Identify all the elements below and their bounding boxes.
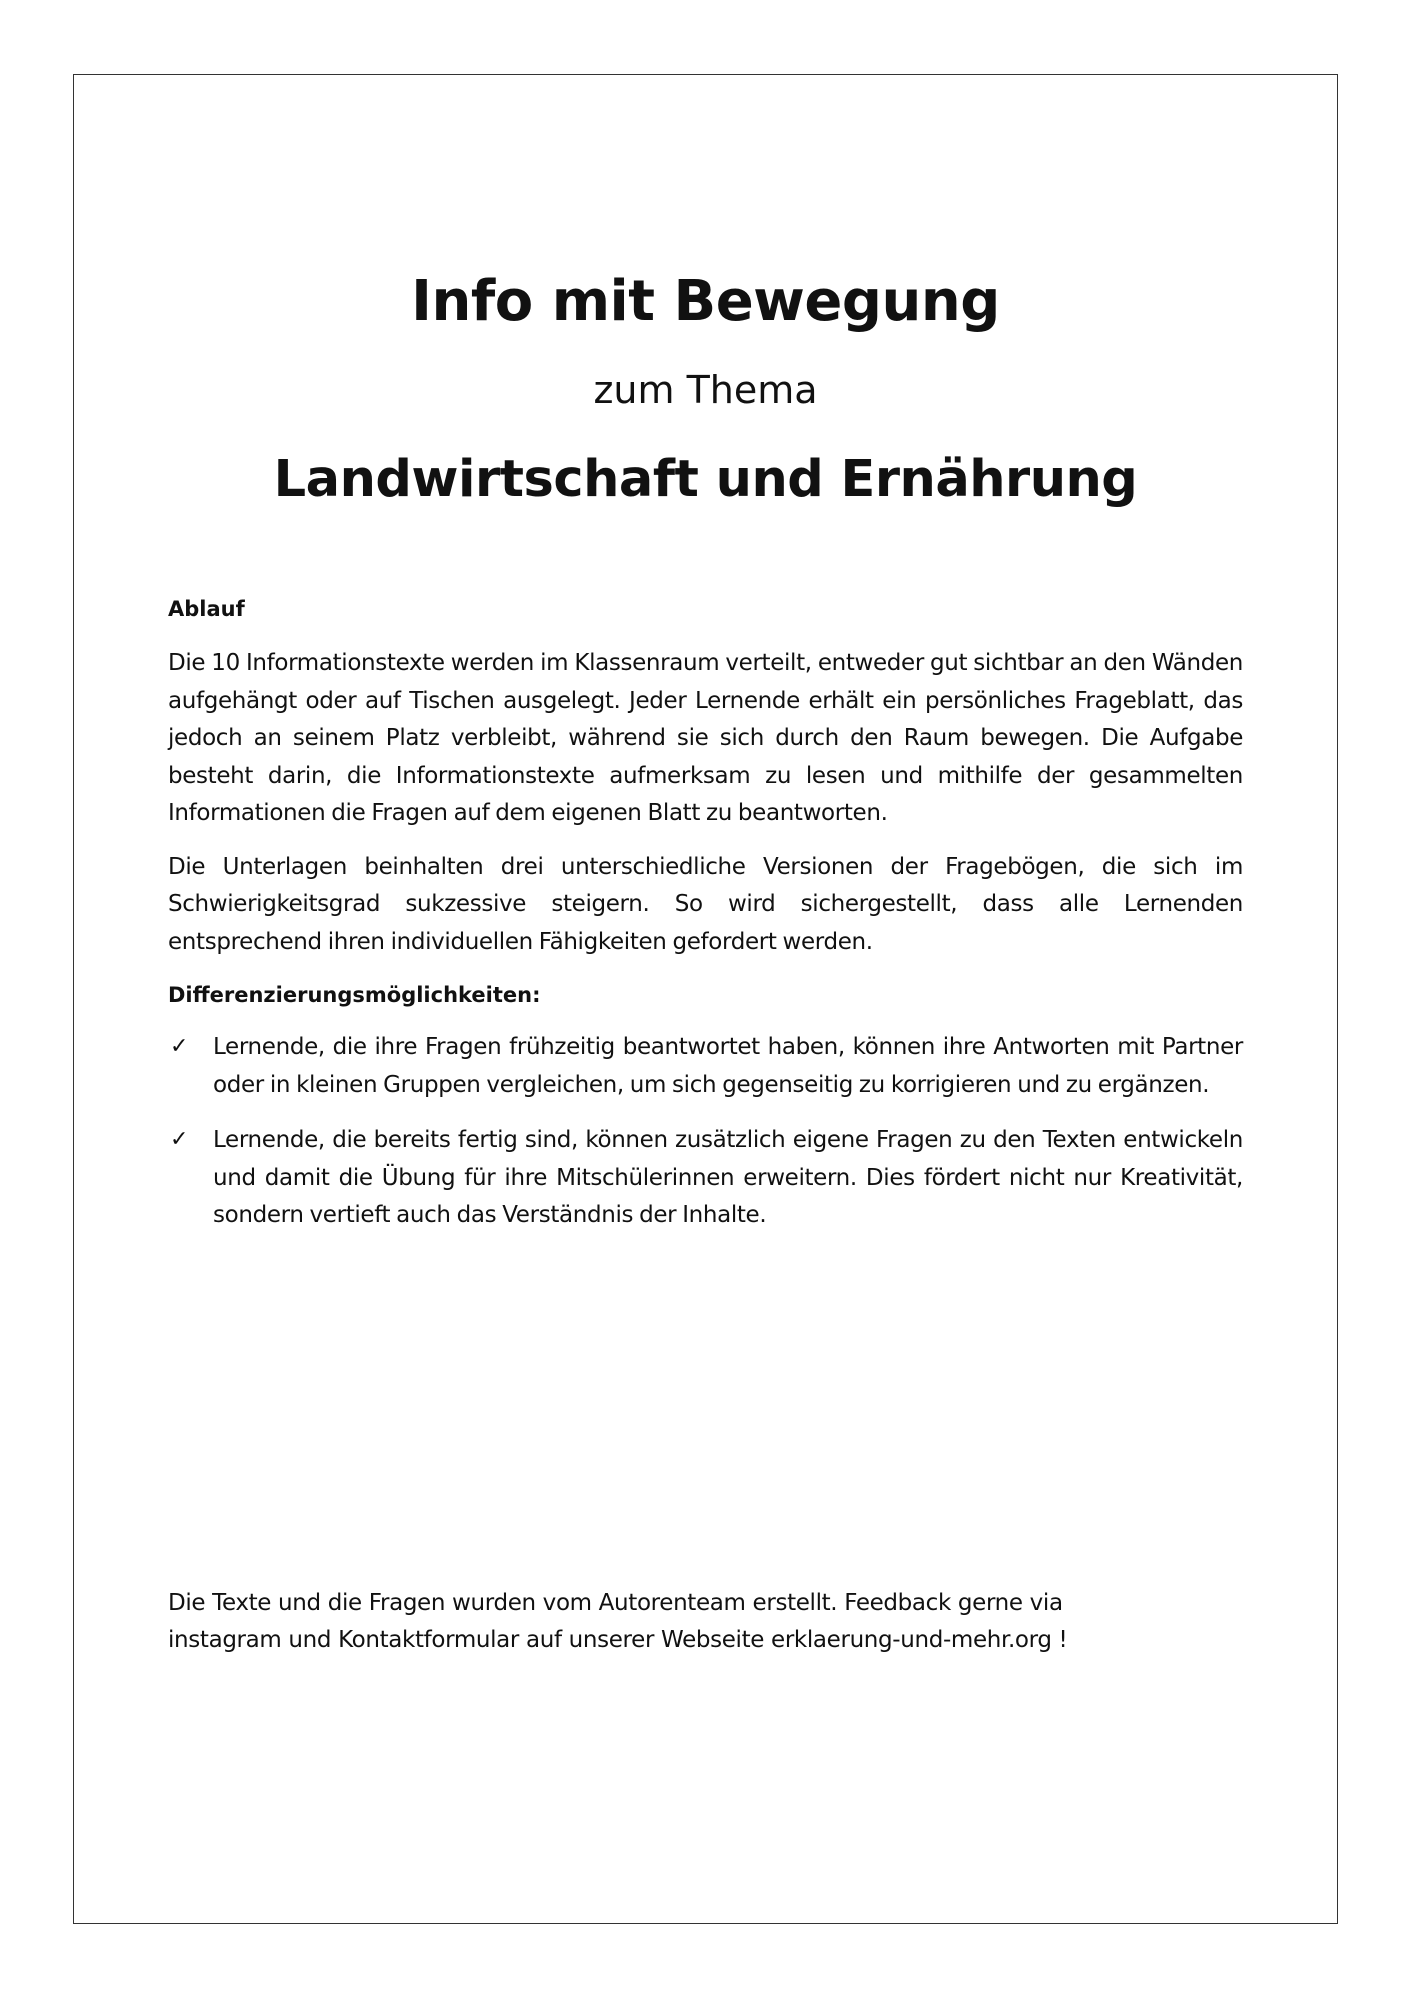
differenzierung-heading: Differenzierungsmöglichkeiten: bbox=[168, 983, 541, 1008]
list-item bbox=[168, 1029, 1243, 1104]
footer-line-1: Die Texte und die Fragen wurden vom Autorenteam erstellt. Feedback gerne via bbox=[168, 1590, 1063, 1616]
ablauf-paragraph-2: Die Unterlagen beinhalten drei unterschiedliche Versionen der Fragebögen, die sich im Schwierigkeitsgrad sukzessive steigern. So wird sichergestellt, dass alle Lernenden entsprechend ihren individuellen Fähigkeiten gefordert werden. bbox=[168, 853, 1243, 955]
page-subtitle: zum Thema bbox=[593, 368, 818, 413]
list-item-text: Lernende, die ihre Fragen frühzeitig beantwortet haben, können ihre Antworten mit Partner oder in kleinen Gruppen vergleichen, um sich gegenseitig zu korrigieren und zu ergänzen. bbox=[213, 1034, 1243, 1098]
check-icon: ✓ bbox=[170, 1034, 189, 1060]
ablauf-paragraph-1: Die 10 Informationstexte werden im Klassenraum verteilt, entweder gut sichtbar an den Wänden aufgehängt oder auf Tischen ausgelegt. Jeder Lernende erhält ein persönliches Frageblatt, das jedoch an seinem Platz verbleibt, während sie sich durch den Raum bewegen. Die Aufgabe besteht darin, die Informationstexte aufmerksam zu lesen und mithilfe der gesammelten Informationen die Fragen auf dem eigenen Blatt zu beantworten. bbox=[168, 650, 1243, 827]
footer-line-2: instagram und Kontaktformular auf unserer Webseite erklaerung-und-mehr.org ! bbox=[168, 1627, 1068, 1654]
check-icon: ✓ bbox=[170, 1127, 189, 1153]
footer-note bbox=[168, 1585, 1243, 1660]
ablauf-heading: Ablauf bbox=[168, 597, 245, 622]
topic-title: Landwirtschaft und Ernährung bbox=[273, 450, 1138, 510]
differenzierung-list bbox=[168, 1029, 1243, 1234]
document-content bbox=[168, 270, 1243, 1253]
page-title: Info mit Bewegung bbox=[411, 269, 1000, 334]
list-item-text: Lernende, die bereits fertig sind, können zusätzlich eigene Fragen zu den Texten entwickeln und damit die Übung für ihre Mitschülerinnen erweitern. Dies fördert nicht nur Kreativität, sondern vertieft auch das Verständnis der Inhalte. bbox=[213, 1127, 1243, 1229]
list-item bbox=[168, 1122, 1243, 1234]
